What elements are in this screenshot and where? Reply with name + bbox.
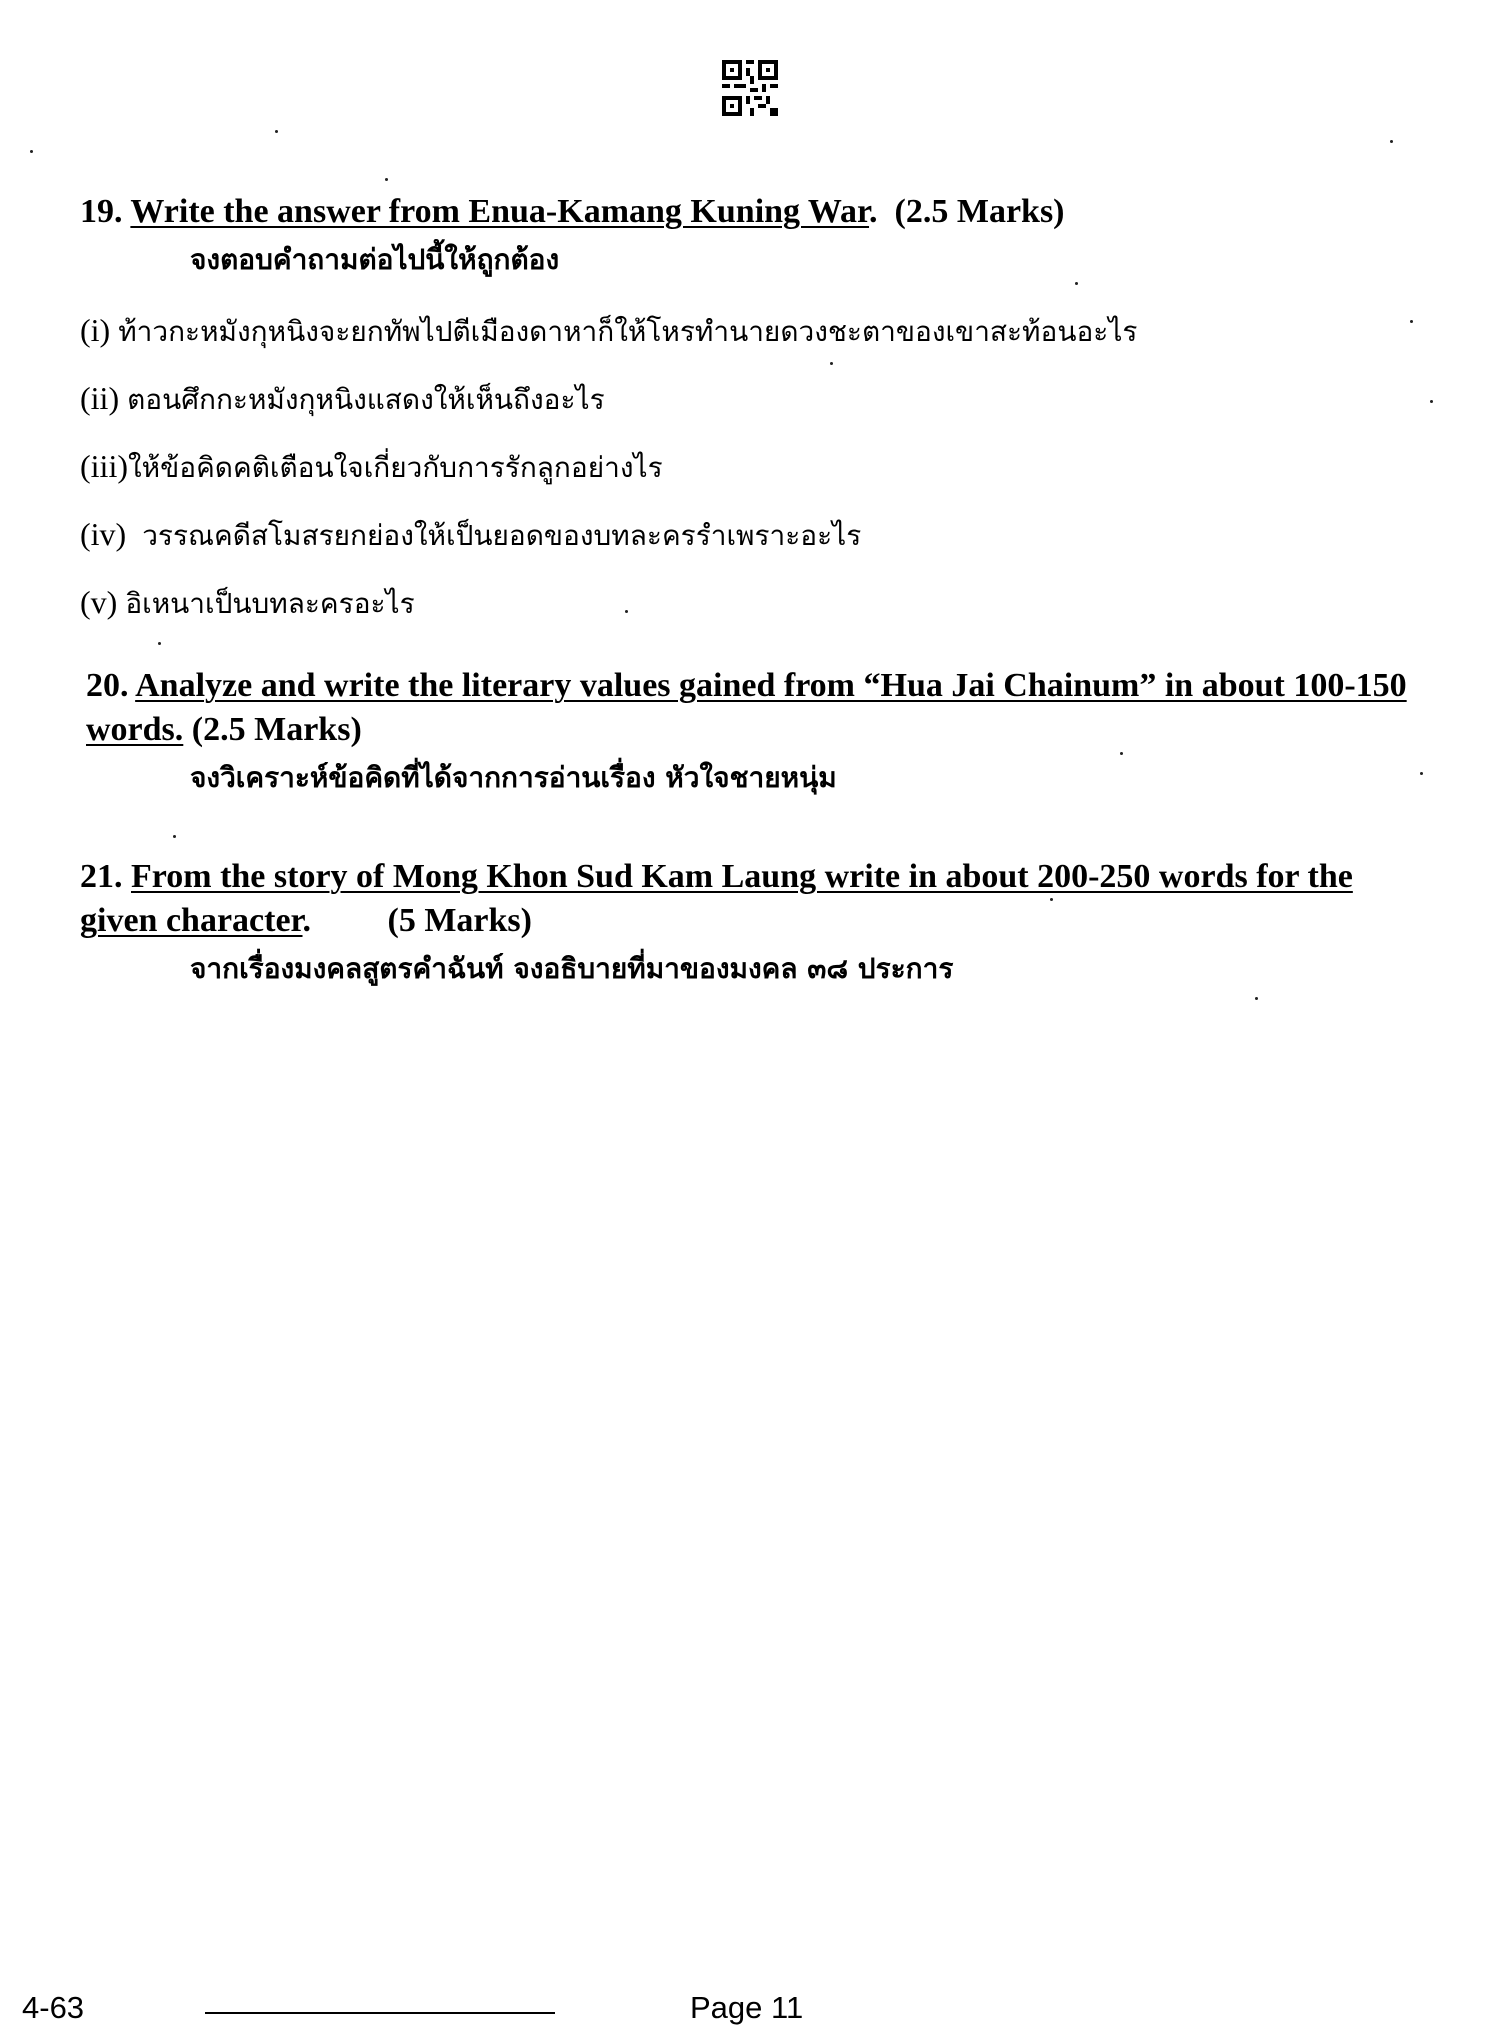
sub-question-iii <box>80 444 1420 490</box>
question-title: From the story of Mong Khon Sud Kam Laung write in about 200-250 words for the given character <box>80 858 1353 939</box>
scan-speck <box>173 835 176 838</box>
scan-speck <box>385 178 388 181</box>
sub-question-number: (ii) <box>80 380 120 416</box>
footer-divider <box>205 2012 555 2014</box>
question-marks: (5 Marks) <box>387 902 532 939</box>
question-title: Write the answer from Enua-Kamang Kuning War <box>130 193 870 230</box>
footer-page-number: Page 11 <box>690 1990 804 2025</box>
question-marks: (2.5 Marks) <box>191 711 362 748</box>
question-21-instruction: จากเรื่องมงคลสูตรคำฉันท์ จงอธิบายที่มาของมงคล ๓๘ ประการ <box>190 952 954 985</box>
scan-speck <box>1390 140 1393 143</box>
sub-question-i <box>80 308 1420 354</box>
footer-code: 4-63 <box>22 1990 85 2025</box>
sub-question-text: ท้าวกะหมังกุหนิงจะยกทัพไปตีเมืองดาหาก็ให้โหรทำนายดวงชะตาของเขาสะท้อนอะไร <box>118 315 1138 348</box>
sub-question-text: วรรณคดีสโมสรยกย่องให้เป็นยอดของบทละครรำเพราะอะไร <box>142 519 862 552</box>
question-20-instruction: จงวิเคราะห์ข้อคิดที่ได้จากการอ่านเรื่อง หัวใจชายหนุ่ม <box>190 761 837 794</box>
sub-question-v <box>80 580 1420 626</box>
sub-question-text: ให้ข้อคิดคติเตือนใจเกี่ยวกับการรักลูกอย่างไร <box>127 451 663 484</box>
scan-speck <box>1255 997 1258 1000</box>
question-number: 19. <box>80 193 123 230</box>
question-20-heading <box>80 664 1420 752</box>
sub-question-ii <box>80 376 1420 422</box>
question-20 <box>80 664 1420 800</box>
question-19-heading <box>80 190 1420 234</box>
scan-speck <box>1420 772 1423 775</box>
question-19 <box>80 190 1420 626</box>
question-19-instruction: จงตอบคำถามต่อไปนี้ให้ถูกต้อง <box>190 243 560 276</box>
question-21-heading <box>80 855 1420 943</box>
question-marks: (2.5 Marks) <box>894 193 1065 230</box>
sub-question-number: (i) <box>80 312 111 348</box>
sub-question-number: (iii) <box>80 448 128 484</box>
question-title: Analyze and write the literary values gained from “Hua Jai Chainum” in about 100-150 words. <box>86 667 1407 748</box>
scan-speck <box>275 130 278 133</box>
sub-question-number: (v) <box>80 584 118 620</box>
scan-speck <box>30 150 33 153</box>
question-number: 20. <box>86 667 129 704</box>
question-21 <box>80 855 1420 991</box>
scan-speck <box>1430 400 1433 403</box>
question-title-period: . <box>869 193 878 230</box>
qr-code-icon <box>722 60 778 116</box>
sub-question-iv <box>80 512 1420 558</box>
scan-speck <box>158 642 161 645</box>
question-number: 21. <box>80 858 123 895</box>
sub-question-number: (iv) <box>80 516 127 552</box>
question-title-period: . <box>302 902 312 939</box>
sub-question-text: ตอนศึกกะหมังกุหนิงแสดงให้เห็นถึงอะไร <box>127 383 605 416</box>
sub-question-text: อิเหนาเป็นบทละครอะไร <box>125 587 415 620</box>
